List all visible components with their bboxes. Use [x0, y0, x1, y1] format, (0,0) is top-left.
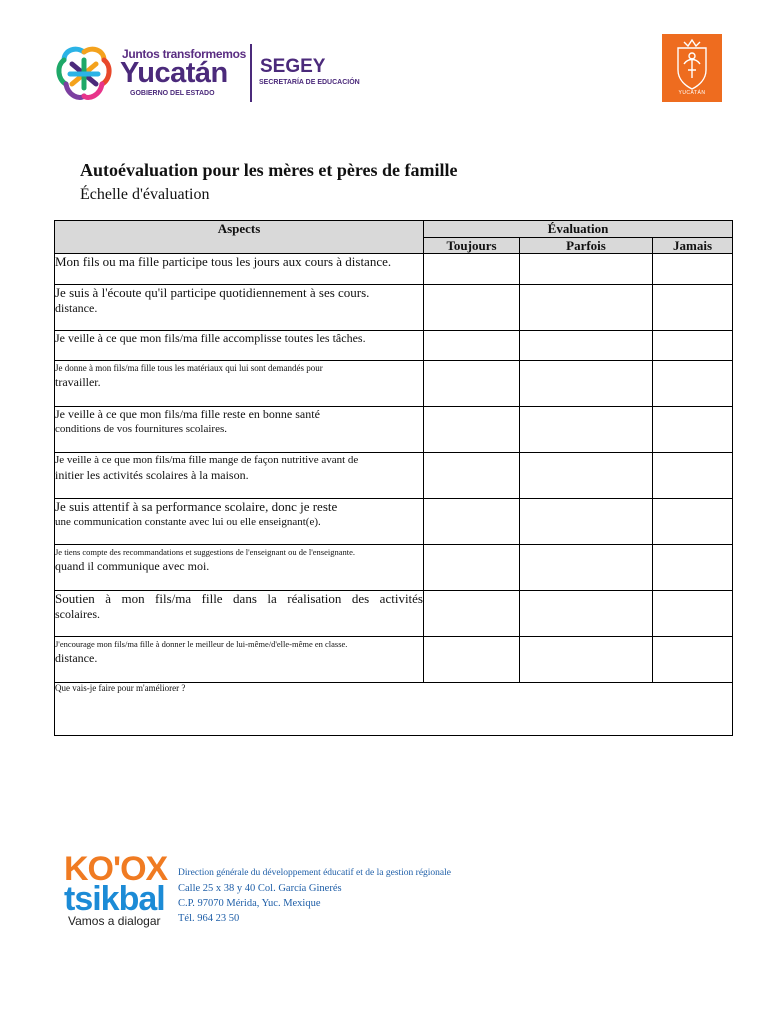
check-jamais[interactable] [653, 361, 733, 407]
aspect-cell [55, 407, 424, 453]
improvement-cell[interactable] [55, 683, 733, 736]
aspect-text-continued: conditions de vos fournitures scolaires. [55, 423, 227, 435]
gov-state-name: Yucatán [120, 57, 228, 89]
aspect-text-continued: distance. [55, 651, 98, 665]
segey-name: SEGEY [260, 56, 326, 77]
improvement-label: Que vais-je faire pour m'améliorer ? [55, 683, 186, 693]
check-jamais[interactable] [653, 285, 733, 331]
aspect-text-continued: travailler. [55, 375, 101, 389]
aspect-text: J'encourage mon fils/ma fille à donner le meilleur de lui-même/d'elle-même en classe. [55, 639, 348, 649]
koox-logo-line2: tsikbal [64, 880, 165, 918]
aspect-cell [55, 637, 424, 683]
check-jamais[interactable] [653, 453, 733, 499]
table-row [55, 545, 733, 591]
aspect-text: Je donne à mon fils/ma fille tous les matériaux qui lui sont demandés pour [55, 363, 323, 373]
check-jamais[interactable] [653, 331, 733, 361]
table-row [55, 637, 733, 683]
check-jamais[interactable] [653, 545, 733, 591]
aspect-text: Je veille à ce que mon fils/ma fille mange de façon nutritive avant de [55, 454, 359, 466]
check-parfois[interactable] [520, 545, 653, 591]
header-parfois: Parfois [520, 238, 653, 254]
check-jamais[interactable] [653, 591, 733, 637]
table-row [55, 591, 733, 637]
check-toujours[interactable] [424, 331, 520, 361]
check-toujours[interactable] [424, 453, 520, 499]
aspect-cell [55, 591, 424, 637]
table-row [55, 331, 733, 361]
table-row [55, 361, 733, 407]
aspect-text: Je tiens compte des recommandations et suggestions de l'enseignant ou de l'enseignante. [55, 547, 356, 557]
aspect-text-continued: scolaires. [55, 607, 100, 621]
aspect-text-continued: une communication constante avec lui ou elle enseignant(e). [55, 516, 321, 528]
segey-subtitle: SECRETARÍA DE EDUCACIÓN [259, 79, 360, 86]
header-aspects: Aspects [55, 221, 424, 254]
aspect-text-continued: distance. [55, 301, 98, 315]
check-jamais[interactable] [653, 254, 733, 285]
gov-caption: GOBIERNO DEL ESTADO [130, 90, 215, 97]
address-line: Calle 25 x 38 y 40 Col. García Ginerés [178, 883, 342, 894]
table-row [55, 254, 733, 285]
aspect-text-continued: quand il communique avec moi. [55, 559, 210, 573]
address-line: Tél. 964 23 50 [178, 913, 240, 924]
aspect-text: Soutien à mon fils/ma fille dans la réalisation des activités [55, 591, 423, 606]
check-parfois[interactable] [520, 285, 653, 331]
header-jamais: Jamais [653, 238, 733, 254]
check-parfois[interactable] [520, 331, 653, 361]
aspect-text: Je veille à ce que mon fils/ma fille accomplisse toutes les tâches. [55, 331, 366, 345]
page-footer [64, 852, 524, 932]
aspect-text: Je suis à l'écoute qu'il participe quotidiennement à ses cours. [55, 285, 370, 300]
address-line: C.P. 97070 Mérida, Yuc. Mexique [178, 898, 321, 909]
footer-address [178, 866, 451, 926]
yucatan-flower-icon [52, 44, 116, 104]
yucatan-seal-logo [662, 34, 722, 102]
aspect-cell [55, 499, 424, 545]
address-line: Direction générale du développement éducatif et de la gestion régionale [178, 868, 452, 878]
improvement-row [55, 683, 733, 736]
aspect-text: Je veille à ce que mon fils/ma fille reste en bonne santé [55, 407, 320, 421]
check-parfois[interactable] [520, 591, 653, 637]
seal-caption: YUCATÁN [678, 90, 706, 96]
page-subtitle: Échelle d'évaluation [80, 186, 210, 203]
check-jamais[interactable] [653, 499, 733, 545]
koox-logo-line1: KO'OX [64, 850, 168, 888]
aspect-cell [55, 545, 424, 591]
check-toujours[interactable] [424, 285, 520, 331]
aspect-cell [55, 285, 424, 331]
aspect-cell [55, 361, 424, 407]
check-toujours[interactable] [424, 637, 520, 683]
aspect-text: Mon fils ou ma fille participe tous les jours aux cours à distance. [55, 254, 392, 269]
government-logo [52, 40, 360, 106]
check-parfois[interactable] [520, 361, 653, 407]
check-parfois[interactable] [520, 407, 653, 453]
aspect-text-continued: initier les activités scolaires à la maison. [55, 468, 249, 482]
table-row [55, 285, 733, 331]
check-parfois[interactable] [520, 453, 653, 499]
check-toujours[interactable] [424, 591, 520, 637]
check-toujours[interactable] [424, 254, 520, 285]
check-toujours[interactable] [424, 545, 520, 591]
aspect-cell [55, 254, 424, 285]
check-parfois[interactable] [520, 637, 653, 683]
check-toujours[interactable] [424, 499, 520, 545]
evaluation-table [54, 220, 733, 736]
koox-tagline: Vamos a dialogar [68, 914, 161, 928]
table-row [55, 453, 733, 499]
aspect-text: Je suis attentif à sa performance scolaire, donc je reste [55, 499, 338, 514]
logo-divider [250, 44, 252, 102]
check-parfois[interactable] [520, 499, 653, 545]
check-toujours[interactable] [424, 407, 520, 453]
header-evaluation: Évaluation [424, 221, 733, 238]
page-header [0, 0, 768, 120]
gov-slogan: Juntos transformemos [122, 47, 247, 61]
check-toujours[interactable] [424, 361, 520, 407]
check-parfois[interactable] [520, 254, 653, 285]
check-jamais[interactable] [653, 637, 733, 683]
page-title: Autoévaluation pour les mères et pères de famille [80, 160, 458, 180]
header-toujours: Toujours [424, 238, 520, 254]
aspect-cell [55, 331, 424, 361]
table-row [55, 499, 733, 545]
table-row [55, 407, 733, 453]
aspect-cell [55, 453, 424, 499]
check-jamais[interactable] [653, 407, 733, 453]
